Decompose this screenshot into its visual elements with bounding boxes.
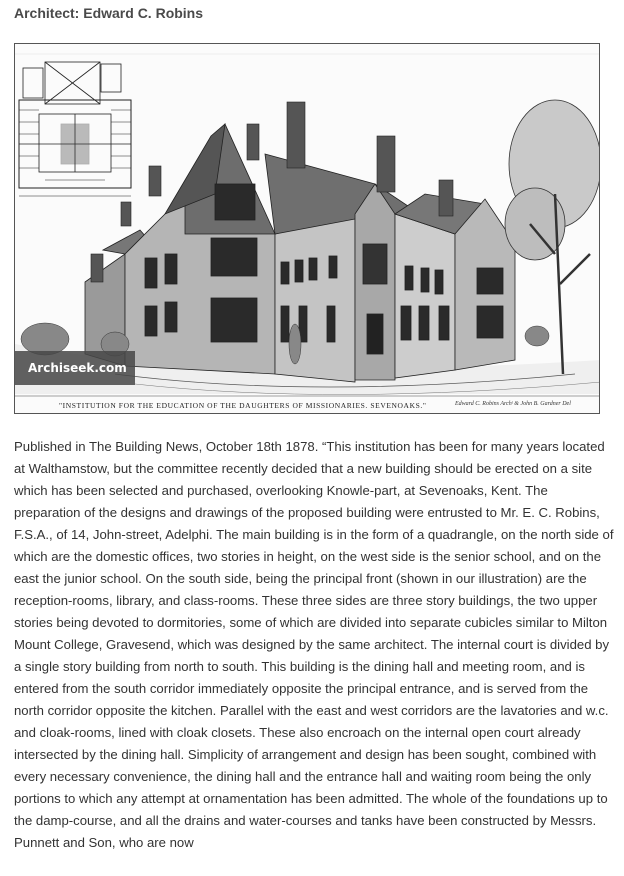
article-body: Published in The Building News, October 18th 1878. “This institution has been for many years located at Walthamstow, but the committee recently decided that a new building should be erected on a site which has been selected and purchased, overlooking Knowle-part, at Sevenoaks, Kent. The preparation of the designs and drawings of the proposed building were entrusted to Mr. E. C. Robins, F.S.A., of 14, John-street, Adelphi. The main building is in the form of a quadrangle, on the north side of which are the domestic offices, two stories in height, on the west side is the senior school, and on the east the junior school. On the south side, being the principal front (shown in our illustration) are the reception-rooms, library, and class-rooms. These three sides are three story buildings, the two upper stories being devoted to dormitories, some of which are divided into separate cubicles similar to Milton Mount College, Gravesend, which was designed by the same architect. The internal court is divided by a single story building from north to south. This building is the dining hall and meeting room, and is entered from the south corridor immediately opposite the principal entrance, and is served from the north corridor opposite the kitchen. Parallel with the east and west corridors are the lavatories and w.c. and cloak-rooms, lined with cloak closets. These also encroach on the internal open court already intersected by the dining hall. Simplicity of arrangement and design has been sought, combined with every necessary convenience, the dining hall and the entrance hall and waiting room being the only portions to which any attempt at ornamentation has been admitted. The whole of the foundations up to the damp-course, and all the drains and water-courses and tanks have been constructed by Messrs. Punnett and Son, who are now: [14, 439, 614, 850]
figure-signature: Edward C. Robins Archᵗ & John B. Gardner Del: [455, 401, 571, 407]
building-entrance-bay: [355, 184, 395, 380]
floor-plan: [19, 62, 131, 196]
archiseek-watermark: Archiseek.com: [15, 351, 135, 385]
figure-caption: "INSTITUTION FOR THE EDUCATION OF THE DAUGHTERS OF MISSIONARIES. SEVENOAKS.": [59, 401, 427, 410]
page-heading: Architect: Edward C. Robins: [14, 5, 204, 21]
building-main-block: [125, 124, 275, 374]
tree-right: [505, 100, 600, 374]
building-right-range: [395, 194, 515, 378]
building-illustration[interactable]: [14, 43, 600, 414]
